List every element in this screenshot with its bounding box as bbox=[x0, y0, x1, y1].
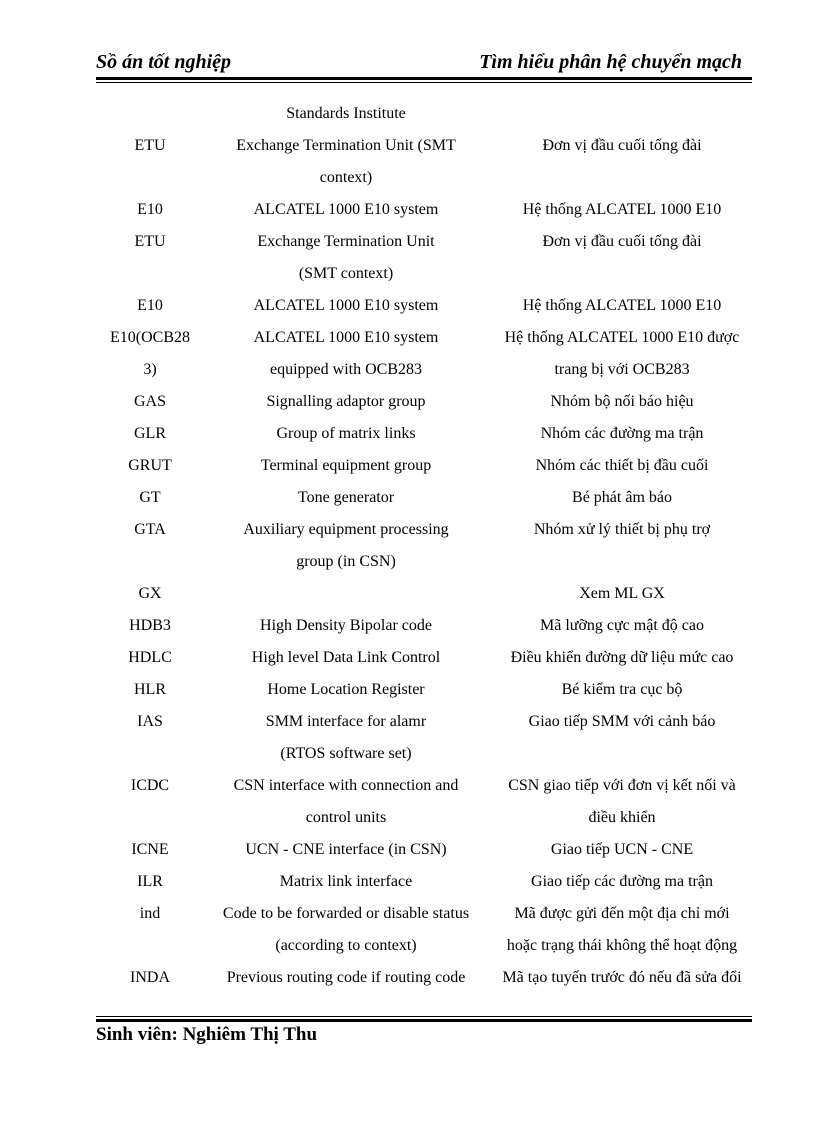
cell-text-line: Bé phát âm báo bbox=[572, 489, 672, 506]
cell-text-line: Đơn vị đầu cuối tổng đài bbox=[542, 233, 702, 250]
english-term-cell bbox=[204, 386, 488, 418]
cell-text-line: Home Location Register bbox=[267, 681, 425, 698]
abbreviation-cell bbox=[96, 962, 204, 994]
vietnamese-term-cell bbox=[488, 482, 756, 514]
table-row bbox=[96, 418, 756, 450]
vietnamese-term-cell bbox=[488, 322, 756, 386]
cell-text-line: ETU bbox=[134, 233, 166, 250]
cell-text-line: GTA bbox=[134, 521, 166, 538]
abbreviation-cell bbox=[96, 322, 204, 386]
table-row bbox=[96, 898, 756, 962]
table-row bbox=[96, 674, 756, 706]
cell-text-line: Hệ thống ALCATEL 1000 E10 được bbox=[504, 329, 740, 346]
vietnamese-term-cell bbox=[488, 642, 756, 674]
abbreviation-cell bbox=[96, 290, 204, 322]
cell-text-line: Giao tiếp UCN - CNE bbox=[550, 841, 694, 858]
english-term-cell bbox=[204, 418, 488, 450]
page-header bbox=[96, 51, 752, 77]
abbreviation-cell bbox=[96, 226, 204, 290]
footer-student-name: Sinh viên: Nghiêm Thị Thu bbox=[96, 1024, 318, 1045]
cell-text-line: GT bbox=[139, 489, 161, 506]
cell-text-line: ALCATEL 1000 E10 system bbox=[253, 201, 439, 218]
english-term-cell bbox=[204, 322, 488, 386]
english-term-cell bbox=[204, 450, 488, 482]
vietnamese-term-cell bbox=[488, 898, 756, 962]
cell-text-line: Group of matrix links bbox=[276, 425, 416, 442]
abbreviation-cell bbox=[96, 866, 204, 898]
table-row bbox=[96, 322, 756, 386]
abbreviation-cell bbox=[96, 514, 204, 578]
table-row bbox=[96, 290, 756, 322]
english-term-cell bbox=[204, 642, 488, 674]
vietnamese-term-cell bbox=[488, 290, 756, 322]
cell-text-line: (according to context) bbox=[275, 937, 417, 954]
cell-text-line: 3) bbox=[143, 361, 157, 378]
header-rule-thick bbox=[96, 77, 752, 80]
table-row bbox=[96, 578, 756, 610]
table-row bbox=[96, 642, 756, 674]
cell-text-line: context) bbox=[319, 169, 373, 186]
cell-text-line: Điều khiển đường dữ liệu mức cao bbox=[510, 649, 734, 666]
abbreviation-cell bbox=[96, 578, 204, 610]
vietnamese-term-cell bbox=[488, 418, 756, 450]
vietnamese-term-cell bbox=[488, 866, 756, 898]
cell-text-line: High level Data Link Control bbox=[251, 649, 441, 666]
header-topic-title: Tìm hiểu phân hệ chuyển mạch bbox=[479, 51, 742, 73]
cell-text-line: Xem ML GX bbox=[579, 585, 665, 602]
cell-text-line: control units bbox=[305, 809, 387, 826]
table-row bbox=[96, 98, 756, 130]
table-row bbox=[96, 194, 756, 226]
cell-text-line: Nhóm các thiết bị đầu cuối bbox=[535, 457, 709, 474]
table-row bbox=[96, 770, 756, 834]
cell-text-line: group (in CSN) bbox=[296, 553, 396, 570]
table-row bbox=[96, 706, 756, 770]
english-term-cell bbox=[204, 834, 488, 866]
cell-text-line: ICDC bbox=[130, 777, 170, 794]
cell-text-line: Nhóm bộ nối báo hiệu bbox=[550, 393, 694, 410]
cell-text-line: Exchange Termination Unit (SMT bbox=[236, 137, 456, 154]
cell-text-line: ALCATEL 1000 E10 system bbox=[253, 329, 439, 346]
vietnamese-term-cell bbox=[488, 674, 756, 706]
cell-text-line: Exchange Termination Unit bbox=[257, 233, 435, 250]
cell-text-line: GRUT bbox=[128, 457, 172, 474]
vietnamese-term-cell bbox=[488, 450, 756, 482]
cell-text-line: Nhóm các đường ma trận bbox=[540, 425, 704, 442]
abbreviation-cell bbox=[96, 386, 204, 418]
table-row bbox=[96, 130, 756, 194]
cell-text-line: Terminal equipment group bbox=[260, 457, 432, 474]
abbreviation-cell bbox=[96, 130, 204, 194]
cell-text-line: Auxiliary equipment processing bbox=[243, 521, 449, 538]
header-thesis-title: Sồ án tốt nghiệp bbox=[96, 51, 232, 73]
vietnamese-term-cell bbox=[488, 770, 756, 834]
cell-text-line: Hệ thống ALCATEL 1000 E10 bbox=[522, 201, 722, 218]
abbreviation-cell bbox=[96, 98, 204, 130]
abbreviation-cell bbox=[96, 450, 204, 482]
table-row bbox=[96, 610, 756, 642]
vietnamese-term-cell bbox=[488, 226, 756, 290]
cell-text-line: (RTOS software set) bbox=[280, 745, 412, 762]
english-term-cell bbox=[204, 770, 488, 834]
table-row bbox=[96, 514, 756, 578]
cell-text-line: ILR bbox=[137, 873, 163, 890]
cell-text-line: E10 bbox=[137, 201, 163, 218]
cell-text-line: ind bbox=[139, 905, 161, 922]
english-term-cell bbox=[204, 482, 488, 514]
header-rule-thin bbox=[96, 82, 752, 83]
table-row bbox=[96, 482, 756, 514]
cell-text-line: UCN - CNE interface (in CSN) bbox=[245, 841, 447, 858]
vietnamese-term-cell bbox=[488, 834, 756, 866]
vietnamese-term-cell bbox=[488, 578, 756, 610]
vietnamese-term-cell bbox=[488, 706, 756, 770]
cell-text-line: Matrix link interface bbox=[279, 873, 413, 890]
cell-text-line: Standards Institute bbox=[286, 105, 406, 122]
table-row bbox=[96, 450, 756, 482]
cell-text-line: ETU bbox=[134, 137, 166, 154]
cell-text-line: Mã tạo tuyến trước đó nếu đã sửa đổi bbox=[502, 969, 742, 986]
cell-text-line: CSN giao tiếp với đơn vị kết nối và bbox=[508, 777, 736, 794]
abbreviation-cell bbox=[96, 610, 204, 642]
english-term-cell bbox=[204, 194, 488, 226]
english-term-cell bbox=[204, 674, 488, 706]
english-term-cell bbox=[204, 290, 488, 322]
cell-text-line: điều khiển bbox=[588, 809, 656, 826]
cell-text-line: GX bbox=[138, 585, 162, 602]
cell-text-line: Signalling adaptor group bbox=[266, 393, 426, 410]
table-row bbox=[96, 834, 756, 866]
abbreviation-cell bbox=[96, 194, 204, 226]
cell-text-line: (SMT context) bbox=[298, 265, 394, 282]
abbreviation-cell bbox=[96, 770, 204, 834]
cell-text-line: ICNE bbox=[131, 841, 169, 858]
vietnamese-term-cell bbox=[488, 98, 756, 130]
vietnamese-term-cell bbox=[488, 514, 756, 578]
english-term-cell bbox=[204, 962, 488, 994]
vietnamese-term-cell bbox=[488, 194, 756, 226]
vietnamese-term-cell bbox=[488, 130, 756, 194]
cell-text-line: Previous routing code if routing code bbox=[226, 969, 466, 986]
cell-text-line: HLR bbox=[134, 681, 166, 698]
cell-text-line: HDLC bbox=[128, 649, 172, 666]
cell-text-line: Giao tiếp các đường ma trận bbox=[531, 873, 713, 890]
footer-rule-thin bbox=[96, 1016, 752, 1017]
english-term-cell bbox=[204, 610, 488, 642]
cell-text-line: Mã lưỡng cực mật độ cao bbox=[540, 617, 704, 634]
cell-text-line: CSN interface with connection and bbox=[233, 777, 459, 794]
english-term-cell bbox=[204, 706, 488, 770]
cell-text-line: INDA bbox=[130, 969, 170, 986]
abbreviation-cell bbox=[96, 482, 204, 514]
cell-text-line: E10(OCB28 bbox=[110, 329, 190, 346]
cell-text-line: equipped with OCB283 bbox=[270, 361, 422, 378]
english-term-cell bbox=[204, 578, 488, 610]
vietnamese-term-cell bbox=[488, 386, 756, 418]
vietnamese-term-cell bbox=[488, 610, 756, 642]
abbreviation-glossary bbox=[96, 98, 756, 994]
abbreviation-cell bbox=[96, 898, 204, 962]
cell-text-line: ALCATEL 1000 E10 system bbox=[253, 297, 439, 314]
table-row bbox=[96, 226, 756, 290]
cell-text-line: Đơn vị đầu cuối tổng đài bbox=[542, 137, 702, 154]
footer-rule-thick bbox=[96, 1019, 752, 1022]
abbreviation-cell bbox=[96, 674, 204, 706]
cell-text-line: HDB3 bbox=[129, 617, 171, 634]
table-row bbox=[96, 962, 756, 994]
cell-text-line: GAS bbox=[133, 393, 166, 410]
cell-text-line: Hệ thống ALCATEL 1000 E10 bbox=[522, 297, 722, 314]
cell-text-line: IAS bbox=[137, 713, 163, 730]
cell-text-line: Code to be forwarded or disable status bbox=[222, 905, 470, 922]
english-term-cell bbox=[204, 98, 488, 130]
cell-text-line: hoặc trạng thái không thể hoạt động bbox=[506, 937, 738, 954]
abbreviation-cell bbox=[96, 834, 204, 866]
cell-text-line: Nhóm xử lý thiết bị phụ trợ bbox=[533, 521, 711, 538]
cell-text-line: SMM interface for alamr bbox=[265, 713, 427, 730]
vietnamese-term-cell bbox=[488, 962, 756, 994]
english-term-cell bbox=[204, 130, 488, 194]
english-term-cell bbox=[204, 514, 488, 578]
english-term-cell bbox=[204, 898, 488, 962]
cell-text-line: Tone generator bbox=[297, 489, 395, 506]
english-term-cell bbox=[204, 226, 488, 290]
cell-text-line: Giao tiếp SMM với cảnh báo bbox=[528, 713, 716, 730]
table-row bbox=[96, 386, 756, 418]
cell-text-line: Mã được gửi đến một địa chỉ mới bbox=[514, 905, 730, 922]
abbreviation-cell bbox=[96, 642, 204, 674]
cell-text-line: High Density Bipolar code bbox=[260, 617, 432, 634]
cell-text-line: trang bị với OCB283 bbox=[554, 361, 690, 378]
abbreviation-cell bbox=[96, 418, 204, 450]
english-term-cell bbox=[204, 866, 488, 898]
cell-text-line: GLR bbox=[134, 425, 166, 442]
abbreviation-cell bbox=[96, 706, 204, 770]
cell-text-line: Bé kiểm tra cục bộ bbox=[561, 681, 683, 698]
table-row bbox=[96, 866, 756, 898]
cell-text-line: E10 bbox=[137, 297, 163, 314]
